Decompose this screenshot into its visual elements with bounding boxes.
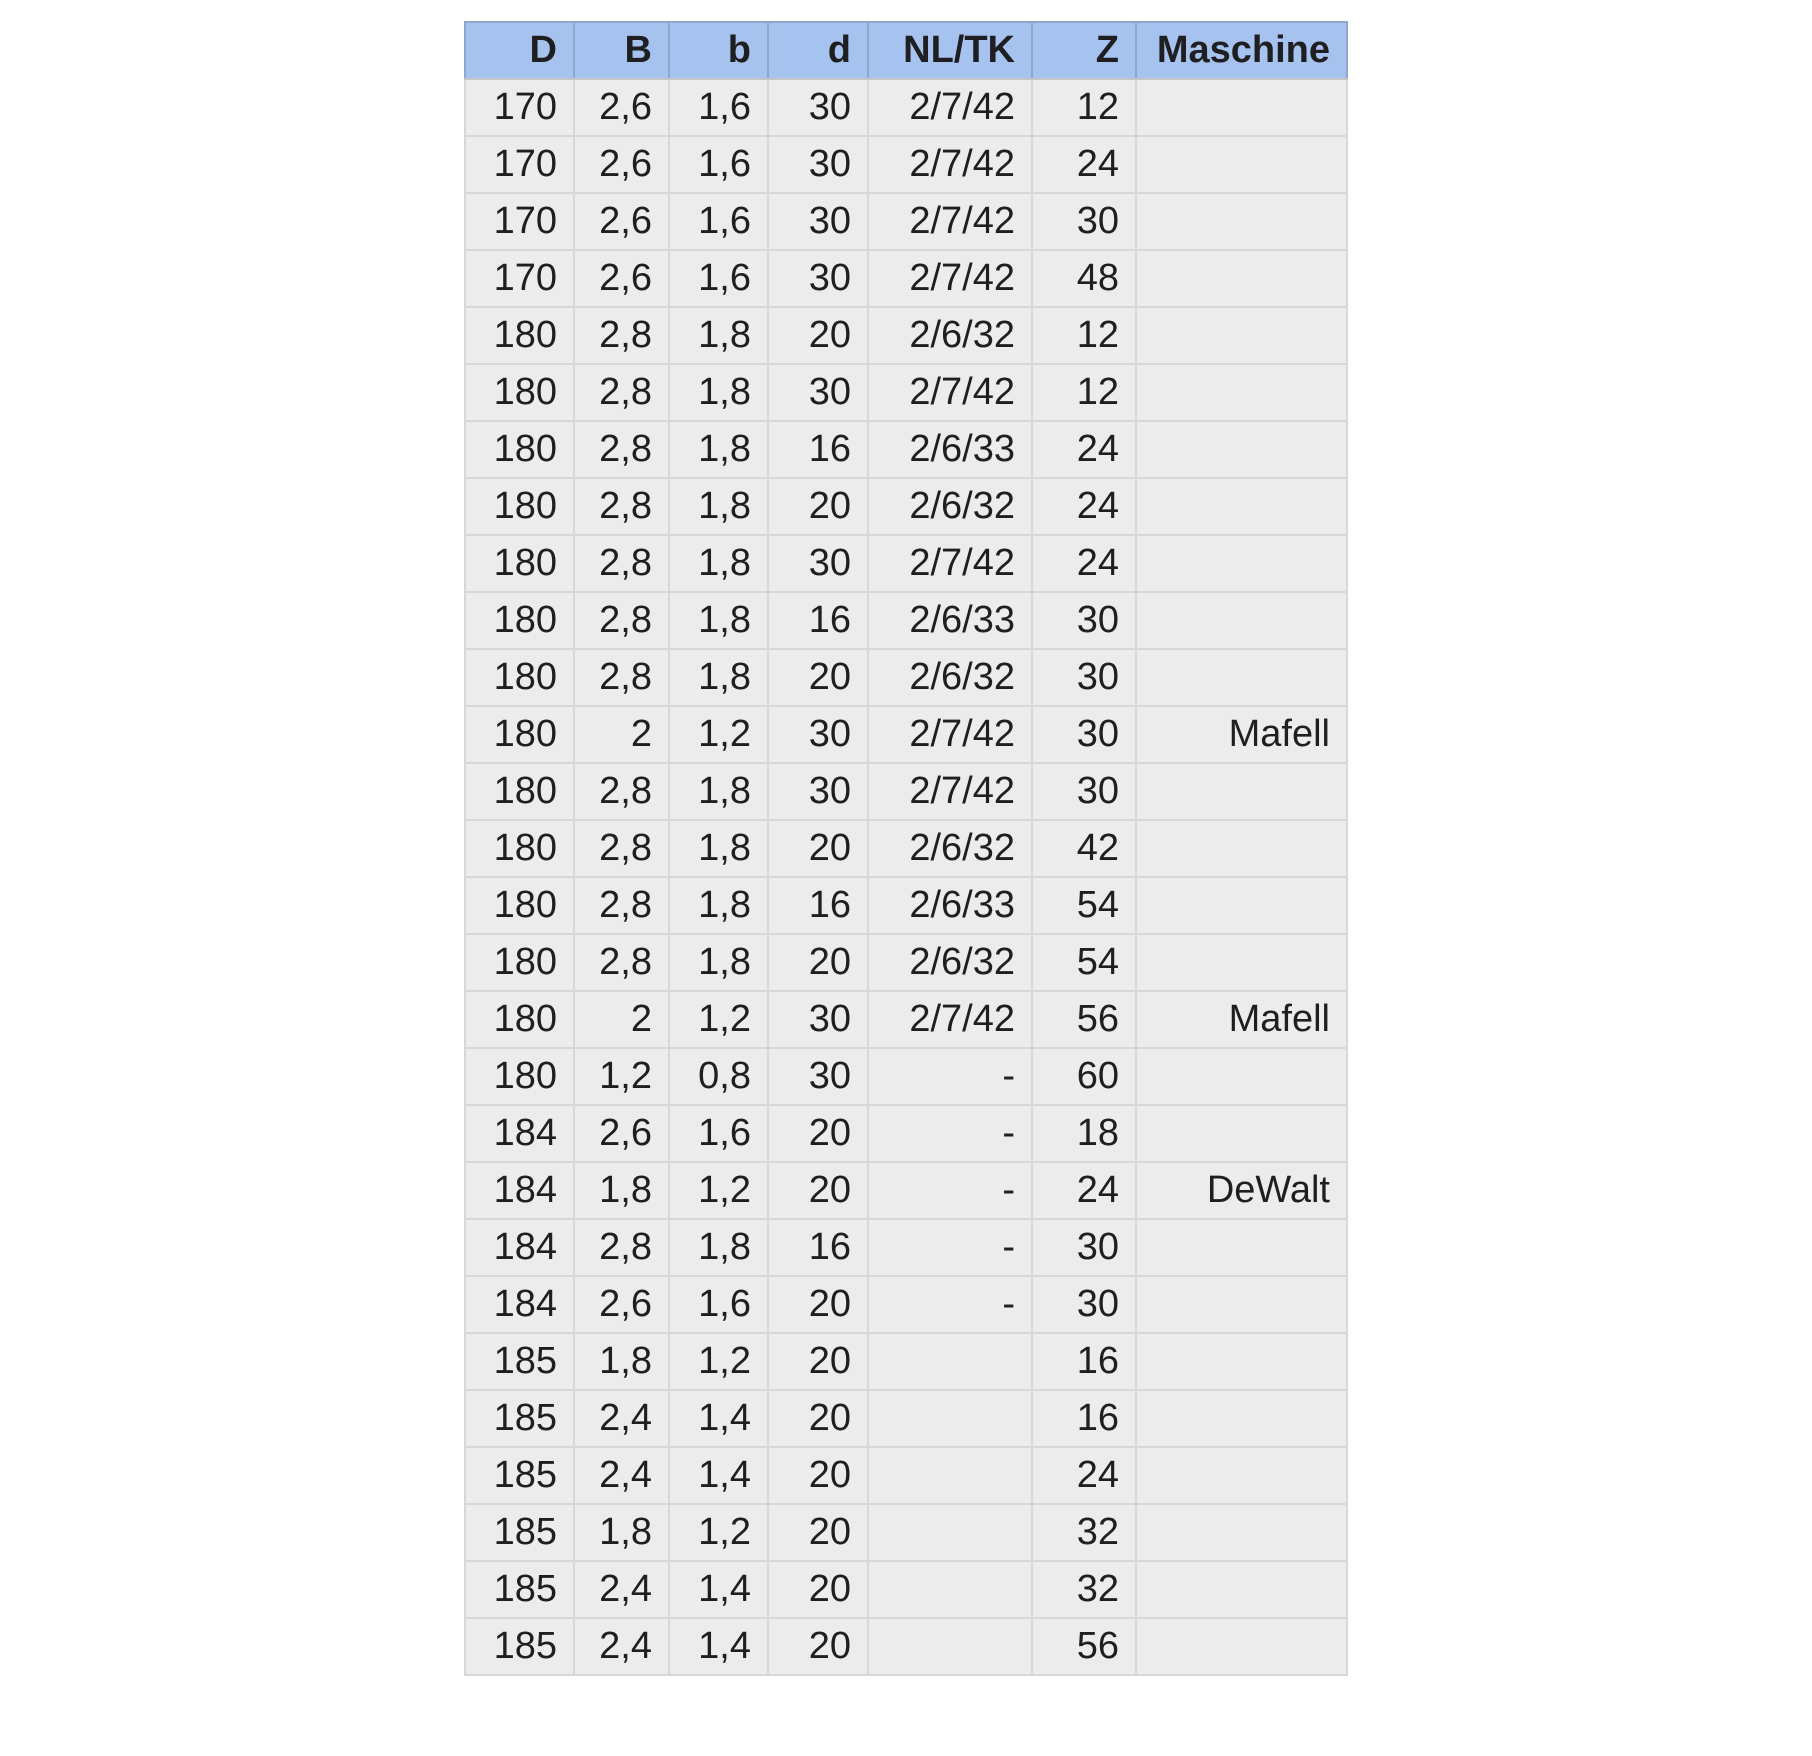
table-cell: 30 bbox=[1032, 1219, 1136, 1276]
table-cell: 32 bbox=[1032, 1561, 1136, 1618]
table-cell: 1,2 bbox=[574, 1048, 669, 1105]
table-cell: 32 bbox=[1032, 1504, 1136, 1561]
table-row bbox=[465, 1618, 1347, 1675]
table-cell: 180 bbox=[465, 307, 574, 364]
table-cell: 24 bbox=[1032, 478, 1136, 535]
table-row bbox=[465, 1504, 1347, 1561]
table-cell: Mafell bbox=[1136, 706, 1347, 763]
table-cell: 18 bbox=[1032, 1105, 1136, 1162]
table-cell: 1,6 bbox=[669, 193, 768, 250]
table-cell: 180 bbox=[465, 592, 574, 649]
table-row bbox=[465, 136, 1347, 193]
table-cell: 56 bbox=[1032, 1618, 1136, 1675]
table-row bbox=[465, 478, 1347, 535]
table-cell: 24 bbox=[1032, 136, 1136, 193]
table-cell: 30 bbox=[768, 763, 868, 820]
table-cell: 184 bbox=[465, 1105, 574, 1162]
table-cell: 2,6 bbox=[574, 136, 669, 193]
table-row bbox=[465, 1219, 1347, 1276]
table-cell bbox=[1136, 193, 1347, 250]
table-cell bbox=[1136, 136, 1347, 193]
table-cell: 2,4 bbox=[574, 1390, 669, 1447]
table-row bbox=[465, 1105, 1347, 1162]
table-cell bbox=[868, 1618, 1032, 1675]
table-cell: 24 bbox=[1032, 1447, 1136, 1504]
table-cell: 30 bbox=[1032, 649, 1136, 706]
table-cell: 1,8 bbox=[574, 1504, 669, 1561]
table-cell: 20 bbox=[768, 1447, 868, 1504]
table-cell: 1,8 bbox=[669, 478, 768, 535]
table-cell: 180 bbox=[465, 820, 574, 877]
table-cell bbox=[868, 1561, 1032, 1618]
table-cell: 1,8 bbox=[669, 592, 768, 649]
table-cell: 16 bbox=[768, 421, 868, 478]
table-cell: 185 bbox=[465, 1390, 574, 1447]
table-cell: 30 bbox=[768, 1048, 868, 1105]
table-cell: 1,8 bbox=[669, 649, 768, 706]
table-cell: 2,8 bbox=[574, 421, 669, 478]
table-cell: 48 bbox=[1032, 250, 1136, 307]
table-cell: 20 bbox=[768, 1162, 868, 1219]
table-cell: 30 bbox=[768, 250, 868, 307]
table-cell: 180 bbox=[465, 421, 574, 478]
table-cell: 1,8 bbox=[574, 1162, 669, 1219]
table-row bbox=[465, 1162, 1347, 1219]
table-cell: 56 bbox=[1032, 991, 1136, 1048]
table-cell: 2/7/42 bbox=[868, 706, 1032, 763]
table-row bbox=[465, 1048, 1347, 1105]
table-cell: 2,8 bbox=[574, 307, 669, 364]
table-cell: 180 bbox=[465, 763, 574, 820]
table-header-row bbox=[465, 22, 1347, 79]
table-cell: 24 bbox=[1032, 535, 1136, 592]
table-cell: 1,4 bbox=[669, 1618, 768, 1675]
table-cell: 20 bbox=[768, 820, 868, 877]
table-cell: 2/7/42 bbox=[868, 991, 1032, 1048]
table-cell: 30 bbox=[1032, 706, 1136, 763]
table-cell: 24 bbox=[1032, 1162, 1136, 1219]
table-cell: 2/6/32 bbox=[868, 820, 1032, 877]
column-header-b: B bbox=[574, 22, 669, 79]
table-cell: 20 bbox=[768, 649, 868, 706]
table-cell: 2/7/42 bbox=[868, 364, 1032, 421]
table-cell bbox=[1136, 934, 1347, 991]
table-cell bbox=[1136, 1447, 1347, 1504]
table-cell bbox=[1136, 421, 1347, 478]
table-row bbox=[465, 364, 1347, 421]
table-cell: 1,8 bbox=[669, 421, 768, 478]
table-row bbox=[465, 991, 1347, 1048]
table-cell bbox=[868, 1390, 1032, 1447]
table-row bbox=[465, 1333, 1347, 1390]
table-cell: 30 bbox=[768, 535, 868, 592]
table-row bbox=[465, 193, 1347, 250]
table-cell: 1,2 bbox=[669, 1333, 768, 1390]
table-cell bbox=[868, 1504, 1032, 1561]
table-cell bbox=[1136, 1561, 1347, 1618]
table-cell bbox=[1136, 250, 1347, 307]
column-header-b: b bbox=[669, 22, 768, 79]
table-cell: 20 bbox=[768, 1618, 868, 1675]
table-cell: 2,8 bbox=[574, 478, 669, 535]
table-cell: 30 bbox=[768, 991, 868, 1048]
table-cell: 30 bbox=[768, 193, 868, 250]
table-cell: 20 bbox=[768, 478, 868, 535]
table-cell: 180 bbox=[465, 649, 574, 706]
table-row bbox=[465, 706, 1347, 763]
table-cell: 20 bbox=[768, 1504, 868, 1561]
table-cell: 1,8 bbox=[669, 364, 768, 421]
table-cell: 2,4 bbox=[574, 1447, 669, 1504]
table-cell: 1,4 bbox=[669, 1447, 768, 1504]
table-cell bbox=[1136, 877, 1347, 934]
table-cell: 2,6 bbox=[574, 193, 669, 250]
table-cell: 2,6 bbox=[574, 79, 669, 136]
table-cell: 2/7/42 bbox=[868, 763, 1032, 820]
table-cell: 2/6/32 bbox=[868, 649, 1032, 706]
table-cell: 1,8 bbox=[574, 1333, 669, 1390]
table-cell: 24 bbox=[1032, 421, 1136, 478]
table-row bbox=[465, 592, 1347, 649]
column-header-nl-tk: NL/TK bbox=[868, 22, 1032, 79]
table-cell: 2,8 bbox=[574, 592, 669, 649]
table-cell: 185 bbox=[465, 1447, 574, 1504]
table-cell: 2,8 bbox=[574, 1219, 669, 1276]
table-cell bbox=[1136, 763, 1347, 820]
table-cell: 185 bbox=[465, 1504, 574, 1561]
table-cell: 2/7/42 bbox=[868, 193, 1032, 250]
table-cell: 30 bbox=[1032, 763, 1136, 820]
column-header-d: D bbox=[465, 22, 574, 79]
table-cell: 30 bbox=[1032, 193, 1136, 250]
table-cell: 16 bbox=[768, 877, 868, 934]
table-cell: 20 bbox=[768, 1333, 868, 1390]
table-cell: 2 bbox=[574, 706, 669, 763]
table-cell: 1,8 bbox=[669, 763, 768, 820]
table-cell: 2,8 bbox=[574, 649, 669, 706]
table-cell: 180 bbox=[465, 706, 574, 763]
table-cell: 170 bbox=[465, 136, 574, 193]
table-cell: 1,4 bbox=[669, 1561, 768, 1618]
table-cell: 16 bbox=[768, 1219, 868, 1276]
table-cell: 1,6 bbox=[669, 250, 768, 307]
table-row bbox=[465, 1390, 1347, 1447]
table-cell: 185 bbox=[465, 1561, 574, 1618]
table-cell: DeWalt bbox=[1136, 1162, 1347, 1219]
table-cell: 54 bbox=[1032, 934, 1136, 991]
table-cell: 1,8 bbox=[669, 877, 768, 934]
table-cell: 60 bbox=[1032, 1048, 1136, 1105]
table-cell: 180 bbox=[465, 877, 574, 934]
table-cell: Mafell bbox=[1136, 991, 1347, 1048]
table-cell: 16 bbox=[1032, 1390, 1136, 1447]
table-cell: 180 bbox=[465, 1048, 574, 1105]
table-cell: 20 bbox=[768, 934, 868, 991]
table-cell: 2,6 bbox=[574, 250, 669, 307]
table-cell: 30 bbox=[768, 79, 868, 136]
table-cell: 2,8 bbox=[574, 934, 669, 991]
table-cell: 1,8 bbox=[669, 307, 768, 364]
table-cell: 2/7/42 bbox=[868, 535, 1032, 592]
table-cell: 2/6/33 bbox=[868, 592, 1032, 649]
table-row bbox=[465, 535, 1347, 592]
table-cell bbox=[1136, 820, 1347, 877]
table-cell: 2,8 bbox=[574, 763, 669, 820]
table-cell: 16 bbox=[768, 592, 868, 649]
table-row bbox=[465, 649, 1347, 706]
table-cell: 2,8 bbox=[574, 820, 669, 877]
table-cell: 185 bbox=[465, 1333, 574, 1390]
table-cell bbox=[1136, 307, 1347, 364]
table-cell: 2/6/32 bbox=[868, 307, 1032, 364]
table-cell bbox=[1136, 535, 1347, 592]
table-cell bbox=[1136, 649, 1347, 706]
table-cell: 54 bbox=[1032, 877, 1136, 934]
column-header-d: d bbox=[768, 22, 868, 79]
table-row bbox=[465, 1276, 1347, 1333]
table-cell: 2,4 bbox=[574, 1618, 669, 1675]
table-cell: 30 bbox=[768, 706, 868, 763]
table-cell: 20 bbox=[768, 307, 868, 364]
table-cell: 2,8 bbox=[574, 364, 669, 421]
table-cell: 184 bbox=[465, 1276, 574, 1333]
table-cell bbox=[1136, 1105, 1347, 1162]
table-cell: 12 bbox=[1032, 307, 1136, 364]
table-cell: 2/6/33 bbox=[868, 421, 1032, 478]
table-cell: 180 bbox=[465, 934, 574, 991]
table-cell: 170 bbox=[465, 193, 574, 250]
table-cell: 0,8 bbox=[669, 1048, 768, 1105]
table-cell: 30 bbox=[1032, 1276, 1136, 1333]
table-cell bbox=[1136, 1618, 1347, 1675]
table-cell: 20 bbox=[768, 1105, 868, 1162]
table-cell: 184 bbox=[465, 1162, 574, 1219]
table-cell: 1,6 bbox=[669, 1105, 768, 1162]
table-cell: 2/6/32 bbox=[868, 478, 1032, 535]
table-cell bbox=[868, 1447, 1032, 1504]
table-cell: 1,2 bbox=[669, 706, 768, 763]
table-cell: 2,6 bbox=[574, 1276, 669, 1333]
table-cell: 170 bbox=[465, 79, 574, 136]
table-cell bbox=[868, 1333, 1032, 1390]
table-row bbox=[465, 307, 1347, 364]
table-cell: 12 bbox=[1032, 79, 1136, 136]
table-cell: 2/6/32 bbox=[868, 934, 1032, 991]
table-row bbox=[465, 250, 1347, 307]
table-cell bbox=[1136, 364, 1347, 421]
table-cell: 2/7/42 bbox=[868, 79, 1032, 136]
table-cell: 184 bbox=[465, 1219, 574, 1276]
table-cell: 180 bbox=[465, 478, 574, 535]
table-cell: 180 bbox=[465, 364, 574, 421]
column-header-z: Z bbox=[1032, 22, 1136, 79]
table-cell: 185 bbox=[465, 1618, 574, 1675]
table-cell bbox=[1136, 478, 1347, 535]
table-cell: - bbox=[868, 1105, 1032, 1162]
table-cell: 2,6 bbox=[574, 1105, 669, 1162]
table-cell: 170 bbox=[465, 250, 574, 307]
table-cell bbox=[1136, 79, 1347, 136]
table-cell: - bbox=[868, 1162, 1032, 1219]
table-cell: 1,6 bbox=[669, 79, 768, 136]
table-cell: - bbox=[868, 1219, 1032, 1276]
table-cell: 1,8 bbox=[669, 1219, 768, 1276]
table-cell: 1,8 bbox=[669, 934, 768, 991]
table-row bbox=[465, 820, 1347, 877]
table-cell: 2/6/33 bbox=[868, 877, 1032, 934]
table-cell: 1,8 bbox=[669, 820, 768, 877]
table-cell: 20 bbox=[768, 1390, 868, 1447]
table-row bbox=[465, 421, 1347, 478]
table-row bbox=[465, 1561, 1347, 1618]
table-row bbox=[465, 934, 1347, 991]
table-cell: 20 bbox=[768, 1561, 868, 1618]
column-header-maschine: Maschine bbox=[1136, 22, 1347, 79]
saw-blade-spec-table bbox=[464, 21, 1348, 1676]
table-cell: - bbox=[868, 1276, 1032, 1333]
table-cell bbox=[1136, 592, 1347, 649]
table-cell: - bbox=[868, 1048, 1032, 1105]
table-cell: 2/7/42 bbox=[868, 250, 1032, 307]
table-cell bbox=[1136, 1048, 1347, 1105]
table-cell: 1,4 bbox=[669, 1390, 768, 1447]
table-cell: 2 bbox=[574, 991, 669, 1048]
table-cell: 1,2 bbox=[669, 991, 768, 1048]
table-cell: 1,8 bbox=[669, 535, 768, 592]
table-cell bbox=[1136, 1333, 1347, 1390]
table-cell: 16 bbox=[1032, 1333, 1136, 1390]
table-cell: 1,6 bbox=[669, 136, 768, 193]
table-cell bbox=[1136, 1276, 1347, 1333]
table-cell: 2,8 bbox=[574, 535, 669, 592]
table-cell: 1,6 bbox=[669, 1276, 768, 1333]
table-cell: 2,8 bbox=[574, 877, 669, 934]
table-row bbox=[465, 79, 1347, 136]
table-cell: 30 bbox=[768, 364, 868, 421]
table-cell bbox=[1136, 1219, 1347, 1276]
table-cell bbox=[1136, 1504, 1347, 1561]
table-cell: 30 bbox=[1032, 592, 1136, 649]
table-row bbox=[465, 1447, 1347, 1504]
table-cell: 1,2 bbox=[669, 1504, 768, 1561]
table-cell bbox=[1136, 1390, 1347, 1447]
table-row bbox=[465, 877, 1347, 934]
table-cell: 2,4 bbox=[574, 1561, 669, 1618]
table-cell: 30 bbox=[768, 136, 868, 193]
table-cell: 180 bbox=[465, 535, 574, 592]
table-cell: 20 bbox=[768, 1276, 868, 1333]
table-cell: 12 bbox=[1032, 364, 1136, 421]
table-cell: 1,2 bbox=[669, 1162, 768, 1219]
table-cell: 2/7/42 bbox=[868, 136, 1032, 193]
table-cell: 42 bbox=[1032, 820, 1136, 877]
table-cell: 180 bbox=[465, 991, 574, 1048]
table-row bbox=[465, 763, 1347, 820]
